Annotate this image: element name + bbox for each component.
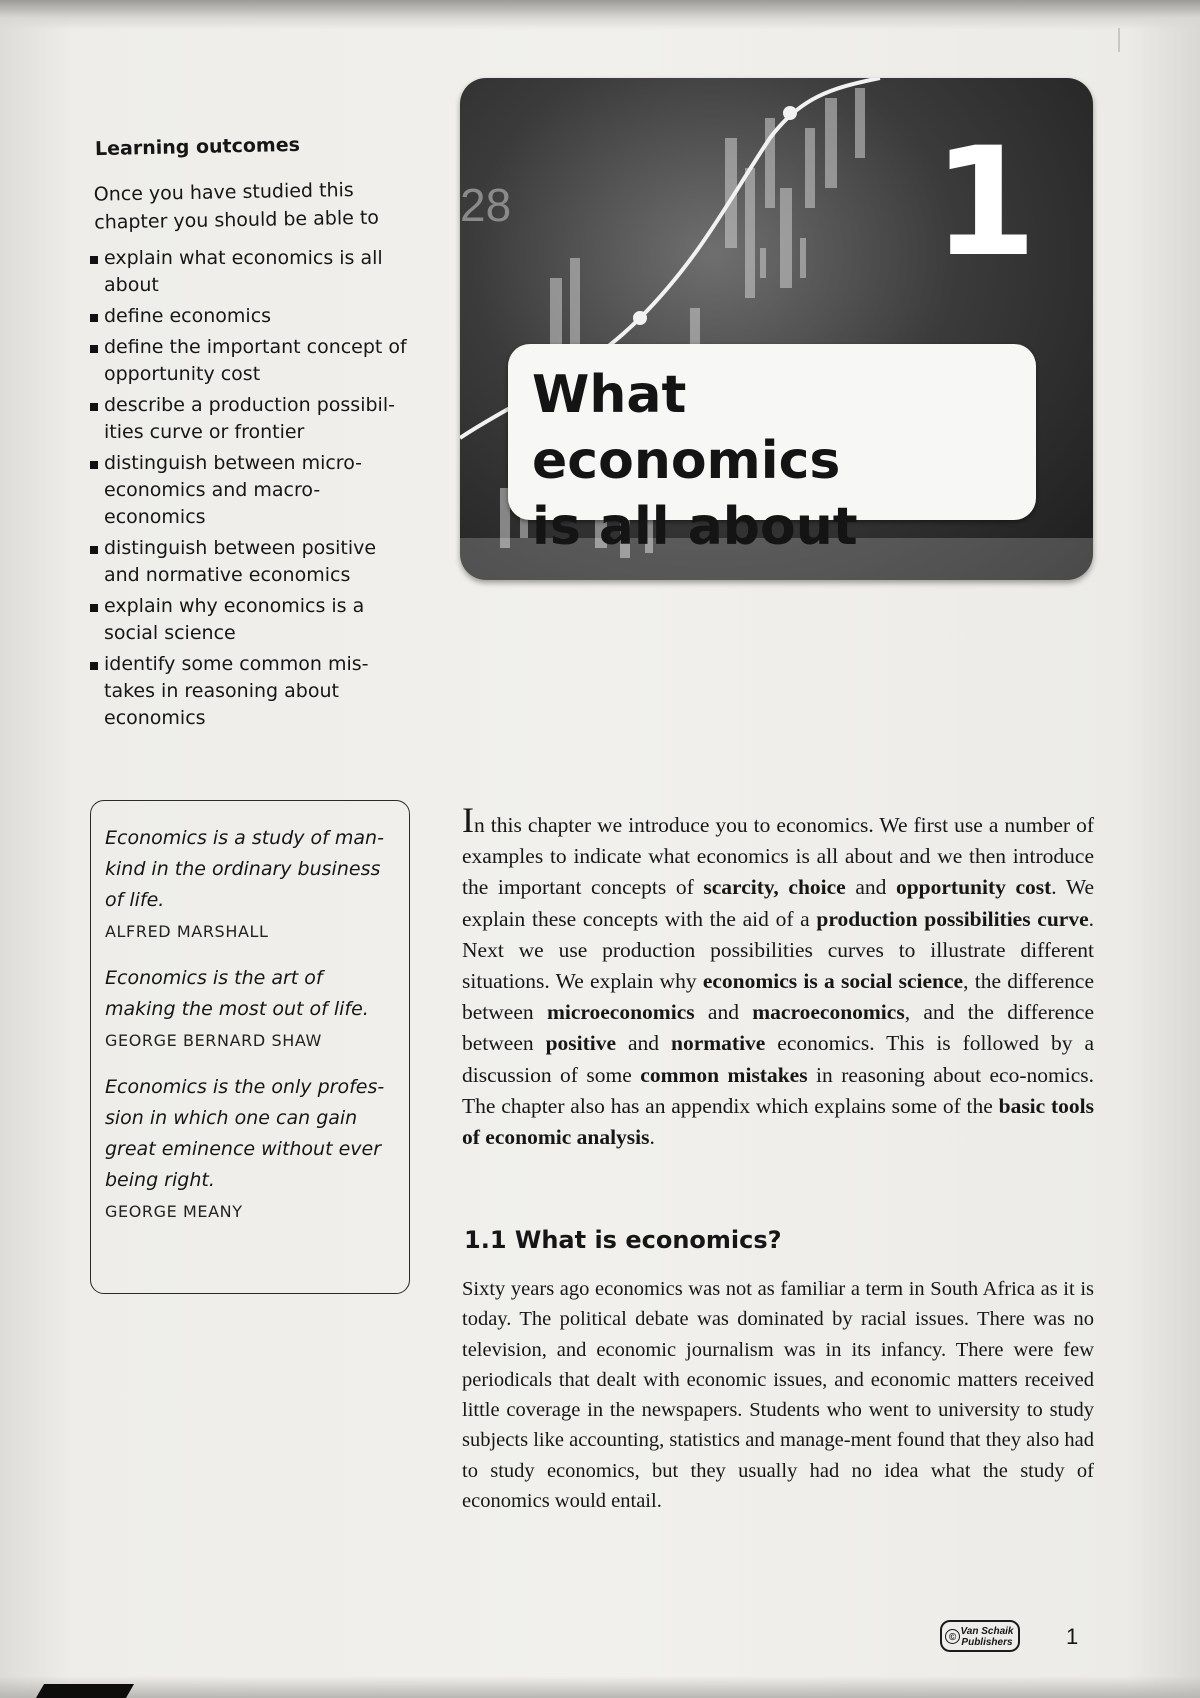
section-heading: 1.1 What is economics? <box>464 1226 782 1254</box>
quote-text: Economics is the only profes-sion in which one can gain great eminence without ever being right. <box>105 1076 385 1191</box>
bullet-icon <box>90 546 98 554</box>
key-term: positive <box>545 1031 617 1056</box>
section-body-paragraph: Sixty years ago economics was not as familiar a term in South Africa as it is today. The political debate was dominated by racial issues. There was no television, and economic journalism was in its infancy. There were few periodicals that dealt with economic issues, and economic matters received little coverage in the newspapers. Students who went to university to study subjects like accounting, statistics and manage-ment found that they also had to study economics, but they usually had no idea what the study of economics would entail. <box>462 1278 1094 1513</box>
list-item <box>90 450 410 531</box>
list-item <box>90 593 410 647</box>
drop-cap: I <box>462 800 474 840</box>
intro-text: economics. This is followed by a discussion of some <box>462 1031 1094 1087</box>
quote-text: Economics is a study of man-kind in the ordinary business of life. <box>105 827 384 911</box>
list-item-text: describe a production possibil-ities curve or frontier <box>104 394 395 443</box>
key-term: basic tools of economic analysis <box>462 1093 1094 1150</box>
quote-text: Economics is the art of making the most out of life. <box>105 967 369 1020</box>
bullet-icon <box>90 461 98 469</box>
scan-top-shadow <box>0 0 1200 30</box>
list-item-text: define economics <box>104 305 272 327</box>
publisher-name-line-1: Van Schaik <box>960 1626 1014 1637</box>
key-term: macroeconomics <box>752 1000 905 1025</box>
list-item-text: identify some common mis-takes in reasoning about economics <box>104 653 369 729</box>
learning-outcomes-title: Learning outcomes <box>94 133 301 161</box>
bullet-icon <box>90 604 98 612</box>
running-head-rule <box>1118 28 1120 52</box>
page-corner-tab <box>36 1684 134 1698</box>
chapter-number: 1 <box>932 116 1037 290</box>
key-term: economics is a social science <box>702 969 964 994</box>
list-item <box>90 245 410 299</box>
intro-text: . We explain these concepts with the aid of a <box>462 875 1094 931</box>
scan-bottom-shadow <box>0 1676 1200 1698</box>
intro-text: n this chapter we introduce you to economics. We first use a number of examples to indicate what economics is all about and we then introduce the important concepts of <box>462 813 1094 900</box>
key-term: normative <box>671 1031 766 1056</box>
key-term: scarcity, choice <box>703 875 846 900</box>
list-item <box>90 535 410 589</box>
chapter-title-card <box>508 344 1036 557</box>
bullet-icon <box>90 256 98 264</box>
quotes-box <box>90 800 410 1294</box>
list-item-text: explain what economics is all about <box>104 247 383 296</box>
bullet-icon <box>90 314 98 322</box>
list-item <box>90 651 410 732</box>
bullet-icon <box>90 403 98 411</box>
learning-outcomes-list <box>90 245 410 736</box>
learning-outcomes-intro: Once you have studied this chapter you should be able to <box>93 179 380 234</box>
intro-text: in reasoning about eco-nomics. The chapter also has an appendix which explains some of the <box>462 1062 1094 1118</box>
intro-text: and <box>694 1000 753 1025</box>
list-item-text: define the important concept of opportunity cost <box>104 336 407 385</box>
key-term: common mistakes <box>640 1062 808 1087</box>
intro-text: and <box>616 1031 671 1056</box>
chapter-title-line-2: is all about <box>532 497 858 557</box>
copyright-icon: © <box>945 1629 960 1644</box>
bullet-icon <box>90 345 98 353</box>
chapter-intro-paragraph <box>462 800 1095 1153</box>
hero-background-numeral: 28 <box>460 179 512 231</box>
chapter-hero-image <box>460 78 1093 580</box>
list-item-text: distinguish between positive and normative economics <box>104 537 377 586</box>
intro-text: , the difference between <box>462 969 1094 1025</box>
key-term: production possibilities curve <box>816 906 1089 931</box>
quote-author: ALFRED MARSHALL <box>105 922 269 941</box>
publisher-name-line-2: Publishers <box>961 1637 1013 1648</box>
publisher-logo <box>940 1620 1020 1652</box>
intro-text: . <box>649 1125 655 1150</box>
list-item <box>90 334 410 388</box>
intro-text: , and the difference between <box>462 1000 1095 1056</box>
list-item-text: explain why economics is a social science <box>104 595 365 644</box>
page-number: 1 <box>1066 1624 1079 1649</box>
chapter-title-line-1: What economics <box>532 365 841 491</box>
quote-author: GEORGE BERNARD SHAW <box>105 1031 322 1050</box>
bullet-icon <box>90 662 98 670</box>
quote-author: GEORGE MEANY <box>105 1202 243 1221</box>
intro-text: and <box>845 875 896 900</box>
list-item <box>90 392 410 446</box>
key-term: microeconomics <box>546 1000 695 1025</box>
list-item-text: distinguish between micro-economics and macro-economics <box>104 452 363 528</box>
key-term: opportunity cost <box>895 875 1052 900</box>
list-item <box>90 303 410 330</box>
intro-text: . Next we use production possibilities curves to illustrate different situations. We explain why <box>462 906 1094 994</box>
